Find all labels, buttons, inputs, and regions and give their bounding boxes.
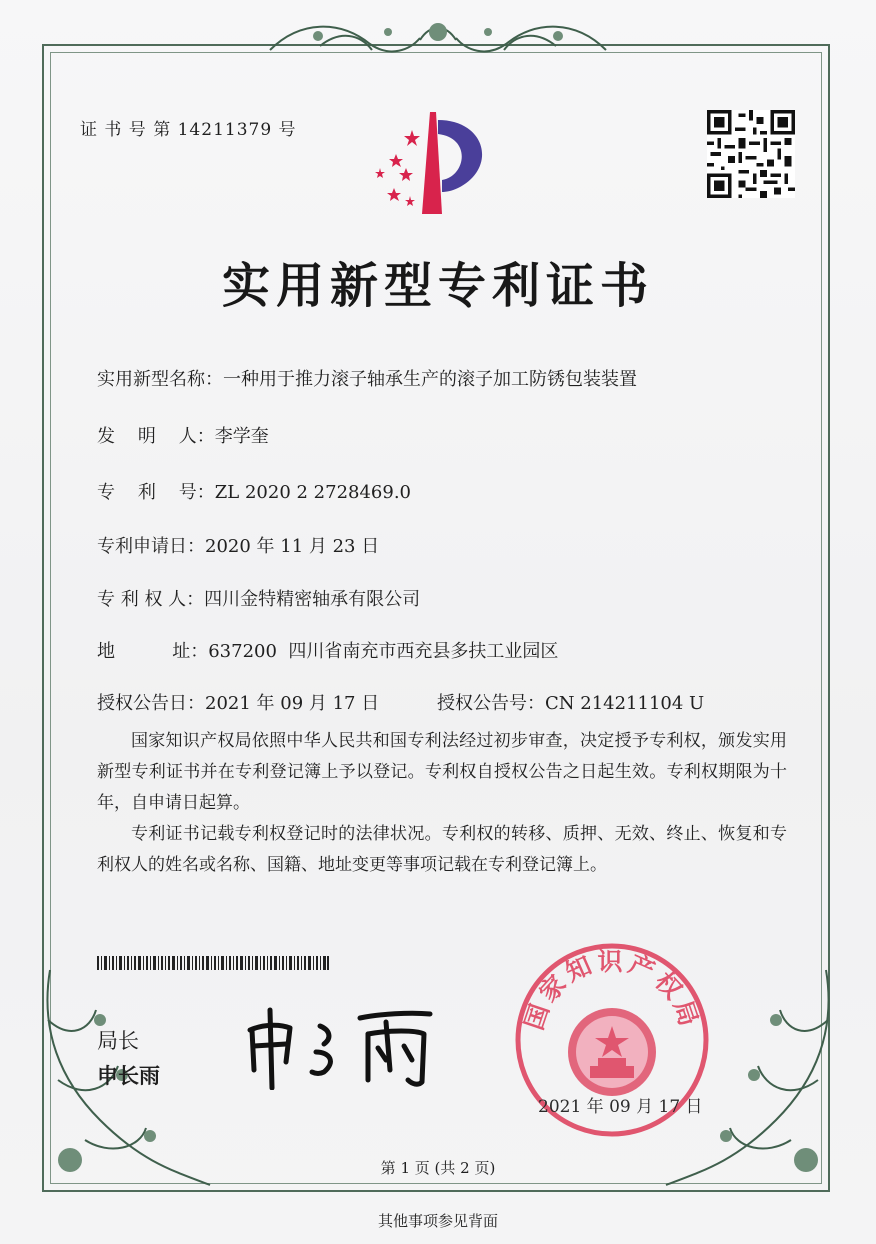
qr-code-icon bbox=[707, 110, 795, 198]
grant-number-row bbox=[437, 689, 704, 715]
application-date-row bbox=[97, 532, 379, 558]
grant-date-value: 2021 年 09 月 17 日 bbox=[205, 693, 380, 714]
seal-date: 2021 年 09 月 17 日 bbox=[538, 1097, 703, 1117]
cnipa-logo-icon bbox=[366, 110, 506, 218]
bottom-left-ornament bbox=[30, 960, 220, 1220]
director-title: 局长 bbox=[97, 1029, 139, 1053]
patentee-row bbox=[97, 585, 420, 611]
certificate-title: 实用新型专利证书 bbox=[221, 258, 654, 314]
barcode-icon bbox=[97, 956, 329, 970]
address-row bbox=[97, 637, 558, 663]
inventor-value: 李学奎 bbox=[214, 426, 269, 447]
certificate-body bbox=[97, 726, 787, 881]
patent-number-row bbox=[97, 478, 411, 504]
footer-note: 其他事项参见背面 bbox=[377, 1212, 498, 1230]
utility-model-name-value: 一种用于推力滚子轴承生产的滚子加工防锈包装装置 bbox=[223, 369, 637, 390]
top-ornament bbox=[260, 10, 616, 70]
patent-number-value: ZL 2020 2 2728469.0 bbox=[214, 482, 412, 503]
body-paragraph-2: 专利证书记载专利权登记时的法律状况。专利权的转移、质押、无效、终止、恢复和专利权人的姓名或名称、国籍、地址变更等事项记载在专利登记簿上。 bbox=[97, 824, 787, 875]
director-signature bbox=[240, 1000, 440, 1090]
patentee-label: 专 利 权 人： bbox=[97, 589, 205, 610]
address-label: 地 址： bbox=[97, 641, 209, 662]
patentee-value: 四川金特精密轴承有限公司 bbox=[204, 589, 421, 610]
director-name: 申长雨 bbox=[97, 1064, 160, 1088]
utility-model-name-row bbox=[97, 365, 637, 391]
page-number: 第 1 页 (共 2 页) bbox=[380, 1159, 496, 1177]
utility-model-name-label: 实用新型名称： bbox=[97, 369, 223, 390]
grant-number-label: 授权公告号： bbox=[437, 693, 545, 714]
grant-date-row bbox=[97, 689, 379, 715]
body-paragraph-1: 国家知识产权局依照中华人民共和国专利法经过初步审查，决定授予专利权，颁发实用新型专利证书并在专利登记簿上予以登记。专利权自授权公告之日起生效。专利权期限为十年，自申请日起算。 bbox=[97, 731, 787, 813]
grant-number-value: CN 214211104 U bbox=[545, 693, 705, 714]
patent-number-label: 专 利 号： bbox=[97, 482, 215, 503]
seal-text: 国家知识产权局 bbox=[519, 947, 705, 1034]
grant-date-label: 授权公告日： bbox=[97, 693, 205, 714]
inventor-label: 发 明 人： bbox=[97, 426, 215, 447]
application-date-label: 专利申请日： bbox=[97, 536, 205, 557]
application-date-value: 2020 年 11 月 23 日 bbox=[205, 536, 380, 557]
address-value: 637200 四川省南充市西充县多扶工业园区 bbox=[208, 641, 559, 662]
seal-emblem-icon bbox=[568, 1008, 656, 1096]
inventor-row bbox=[97, 422, 269, 448]
certificate-number: 证 书 号 第 14211379 号 bbox=[80, 120, 297, 140]
